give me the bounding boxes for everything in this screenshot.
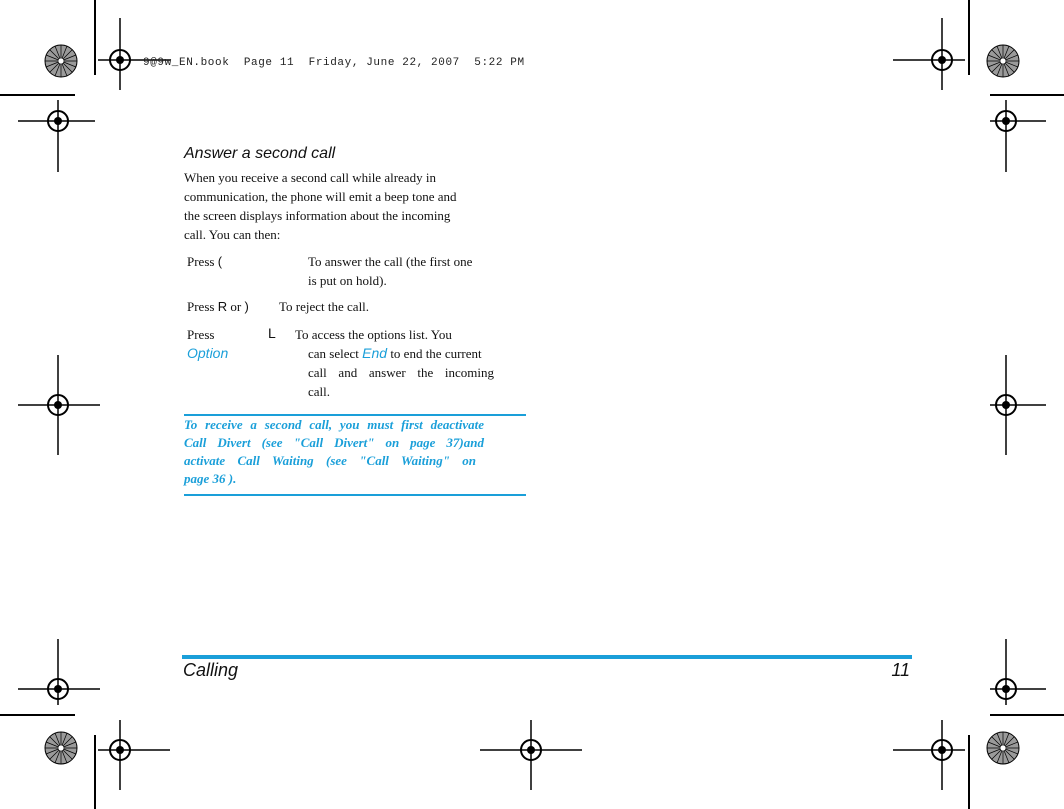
answer-key: ( xyxy=(217,254,223,269)
end-link: End xyxy=(362,345,388,361)
action-options-desc-3: call and answer the incoming xyxy=(308,365,494,380)
registration-mark xyxy=(42,389,74,421)
action-answer-desc: To answer the call (the first one is put on hold). xyxy=(308,254,473,288)
reject-key: R xyxy=(217,299,228,314)
action-options-press: Press xyxy=(187,327,215,342)
registration-mark xyxy=(926,44,958,76)
note-bottom-rule xyxy=(184,494,526,496)
starburst-mark xyxy=(45,45,77,77)
action-options-desc-1: To access the options list. You xyxy=(295,327,452,342)
starburst-mark xyxy=(987,732,1019,764)
registration-mark xyxy=(990,389,1022,421)
registration-mark xyxy=(104,734,136,766)
note-text: To receive a second call, you must first deactivate Call Divert (see "Call Divert" on page 37)and activate Call Waiting (see "Call Waiting" on page 36 ). xyxy=(184,417,484,486)
registration-mark xyxy=(515,734,547,766)
end-key: ) xyxy=(244,299,249,314)
intro-line: the screen displays information about the incoming xyxy=(184,208,451,223)
book-header: 9@9w_EN.book Page 11 Friday, June 22, 2007 5:22 PM xyxy=(143,57,525,69)
registration-mark xyxy=(990,673,1022,705)
action-options-desc: can select End to end the current xyxy=(308,345,482,361)
registration-mark xyxy=(990,105,1022,137)
section-title: Answer a second call xyxy=(184,145,336,162)
registration-mark xyxy=(42,105,74,137)
left-key: L xyxy=(268,325,276,341)
starburst-mark xyxy=(45,732,77,764)
action-reject-press: Press R or ) xyxy=(187,299,249,314)
action-answer-press: Press ( xyxy=(187,254,223,269)
action-reject-desc: To reject the call. xyxy=(279,299,370,314)
chapter-name: Calling xyxy=(183,660,239,680)
action-options-desc-4: call. xyxy=(308,384,331,399)
starburst-mark xyxy=(987,45,1019,77)
page-number: 11 xyxy=(891,660,910,680)
intro-paragraph xyxy=(184,168,496,244)
intro-line: When you receive a second call while already in xyxy=(184,170,436,185)
registration-mark xyxy=(926,734,958,766)
intro-line: call. You can then: xyxy=(184,227,281,242)
intro-line: communication, the phone will emit a beep tone and xyxy=(184,189,457,204)
option-softkey: Option xyxy=(187,345,229,361)
registration-mark xyxy=(42,673,74,705)
registration-mark xyxy=(104,44,136,76)
footer-rule xyxy=(182,655,912,659)
